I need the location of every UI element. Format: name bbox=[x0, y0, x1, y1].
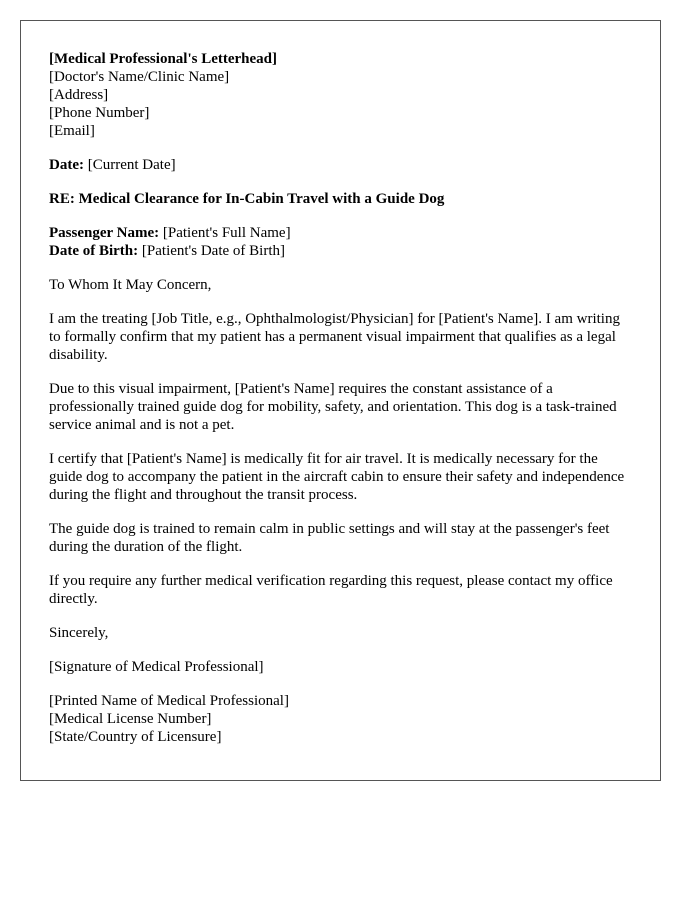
body-paragraph-3: I certify that [Patient's Name] is medically fit for air travel. It is medically necessary for the guide dog to accompany the patient in the aircraft cabin to ensure their safety and independence during the flight and throughout the transit process. bbox=[49, 451, 625, 503]
licensure-location: [State/Country of Licensure] bbox=[49, 729, 222, 745]
passenger-name-line bbox=[49, 224, 632, 242]
date-line bbox=[49, 156, 632, 174]
letterhead-title: [Medical Professional's Letterhead] bbox=[49, 51, 278, 67]
letterhead-name: [Doctor's Name/Clinic Name] bbox=[49, 69, 230, 85]
signature-details bbox=[49, 692, 632, 746]
passenger-name-value: [Patient's Full Name] bbox=[162, 225, 291, 241]
letter-document bbox=[20, 20, 661, 781]
body-paragraph-4: The guide dog is trained to remain calm in public settings and will stay at the passenger's feet during the duration of the flight. bbox=[49, 521, 610, 555]
closing: Sincerely, bbox=[49, 625, 109, 641]
passenger-dob-value: [Patient's Date of Birth] bbox=[141, 243, 285, 259]
body-paragraph-5: If you require any further medical verification regarding this request, please contact my office directly. bbox=[49, 573, 613, 607]
signature-placeholder: [Signature of Medical Professional] bbox=[49, 659, 264, 675]
license-number: [Medical License Number] bbox=[49, 711, 212, 727]
body-paragraph-1: I am the treating [Job Title, e.g., Ophthalmologist/Physician] for [Patient's Name]. I am writing to formally confirm that my patient has a permanent visual impairment that qualifies as a legal disability. bbox=[49, 311, 620, 363]
salutation: To Whom It May Concern, bbox=[49, 277, 212, 293]
letterhead-address: [Address] bbox=[49, 87, 109, 103]
letterhead-email: [Email] bbox=[49, 123, 95, 139]
subject-line: RE: Medical Clearance for In-Cabin Travel with a Guide Dog bbox=[49, 191, 445, 207]
printed-name: [Printed Name of Medical Professional] bbox=[49, 693, 289, 709]
passenger-name-label: Passenger Name: bbox=[49, 225, 160, 241]
passenger-dob-label: Date of Birth: bbox=[49, 243, 139, 259]
letterhead bbox=[49, 50, 632, 140]
body-paragraph-2: Due to this visual impairment, [Patient's Name] requires the constant assistance of a professionally trained guide dog for mobility, safety, and orientation. This dog is a task-trained service animal and is not a pet. bbox=[49, 381, 617, 433]
date-label: Date: bbox=[49, 157, 84, 173]
letterhead-phone: [Phone Number] bbox=[49, 105, 150, 121]
passenger-dob-line bbox=[49, 242, 632, 260]
passenger-info bbox=[49, 224, 632, 260]
date-value: [Current Date] bbox=[87, 157, 176, 173]
